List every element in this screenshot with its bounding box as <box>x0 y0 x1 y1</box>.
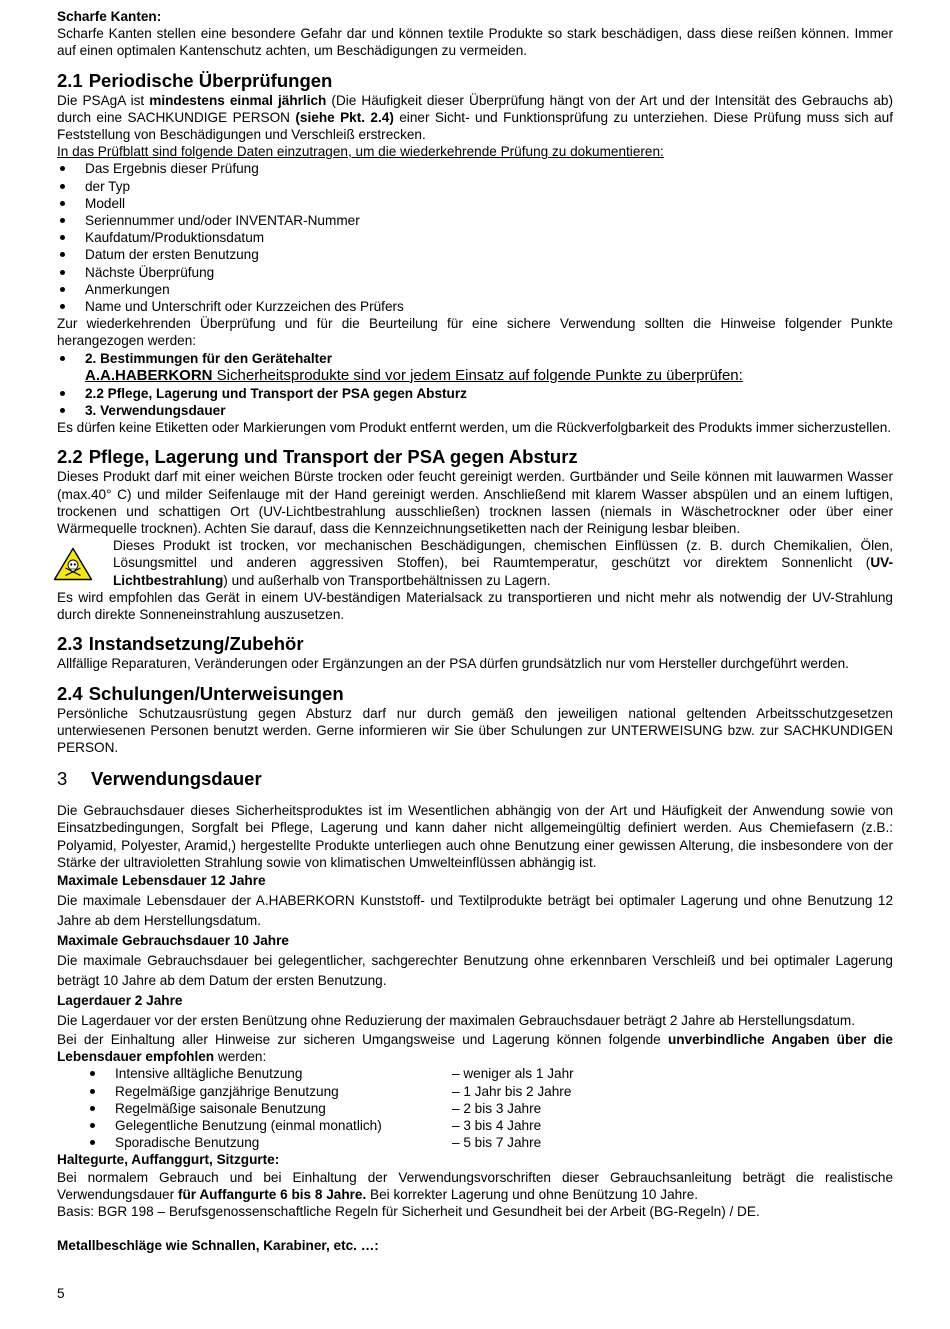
section-2-4-heading: 2.4 Schulungen/Unterweisungen <box>57 682 344 704</box>
list-item: Modell <box>57 195 893 212</box>
list-item: Seriennummer und/oder INVENTAR-Nummer <box>57 212 893 229</box>
list-item: Anmerkungen <box>57 281 893 298</box>
section-2-1-heading: 2.1 Periodische Überprüfungen <box>57 69 333 91</box>
list-item: 2. Bestimmungen für den Gerätehalter <box>57 350 893 367</box>
list-item: Regelmäßige saisonale Benutzung – 2 bis 3 Jahre <box>87 1100 893 1117</box>
storage-duration-heading: Lagerdauer 2 Jahre <box>57 992 183 1008</box>
storage-duration-text: Die Lagerdauer vor der ersten Benützung ohne Reduzierung der maximalen Gebrauchsdauer beträgt 2 Jahre ab Herstellungsdatum. <box>57 1012 855 1028</box>
inspection-data-list <box>57 160 893 315</box>
repairs-text: Allfällige Reparaturen, Veränderungen oder Ergänzungen an der PSA dürfen grundsätzlich nur vom Hersteller durchgeführt werden. <box>57 656 849 672</box>
reference-list <box>57 350 893 420</box>
metal-fittings-heading: Metallbeschläge wie Schnallen, Karabiner, etc. …: <box>57 1238 379 1254</box>
harness-text: Bei normalem Gebrauch und bei Einhaltung der Verwendungsvorschriften dieser Gebrauchsanleitung beträgt die realistische Verwendungsdauer für Auffangurte 6 bis 8 Jahre. Bei korrekter Lagerung und ohne Benützung 10 Jahre. <box>57 1169 893 1202</box>
max-usage-heading: Maximale Gebrauchsdauer 10 Jahre <box>57 932 289 948</box>
storage-warning <box>57 537 893 589</box>
list-item: Intensive alltägliche Benutzung – weniger als 1 Jahr <box>87 1065 893 1082</box>
list-item: Datum der ersten Benutzung <box>57 246 893 263</box>
max-lifetime-text: Die maximale Lebensdauer der A.HABERKORN Kunststoff- und Textilprodukte beträgt bei optimaler Lagerung und ohne Benutzung 12 Jahre ab dem Herstellungsdatum. <box>57 892 893 928</box>
list-item: 2.2 Pflege, Lagerung und Transport der PSA gegen Absturz <box>57 385 893 402</box>
page-number: 5 <box>57 1286 65 1301</box>
max-usage-text: Die maximale Gebrauchsdauer bei gelegentlicher, sachgerechter Benutzung ohne erkennbaren Verschleiß und bei optimaler Lagerung beträgt 10 Jahre ab dem Datum der ersten Benutzung. <box>57 952 893 988</box>
training-text: Persönliche Schutzausrüstung gegen Absturz darf nur durch gemäß den jeweiligen national geltenden Arbeitsschutzgesetzen unterwiesenen Personen benutzt werden. Gerne informieren wir Sie über Schulungen zur UNTERWEISUNG bzw. zur SACHKUNDIGEN PERSON. <box>57 705 893 755</box>
sharp-edges-heading: Scharfe Kanten: <box>57 9 162 24</box>
lifetime-list <box>87 1065 893 1151</box>
section-2-2-heading: 2.2 Pflege, Lagerung und Transport der PSA gegen Absturz <box>57 446 578 468</box>
basis-text: Basis: BGR 198 – Berufsgenossenschaftliche Regeln für Sicherheit und Gesundheit bei der Arbeit (BG-Regeln) / DE. <box>57 1203 760 1219</box>
haberkorn-check-line: A.A.HABERKORN Sicherheitsprodukte sind vor jedem Einsatz auf folgende Punkte zu überprüfen: <box>85 366 743 384</box>
max-lifetime-heading: Maximale Lebensdauer 12 Jahre <box>57 872 266 888</box>
section-2-3-heading: 2.3 Instandsetzung/Zubehör <box>57 633 304 655</box>
list-item: 3. Verwendungsdauer <box>57 402 893 419</box>
sharp-edges-text: Scharfe Kanten stellen eine besondere Gefahr dar und können textile Produkte so stark beschädigen, dass diese reißen können. Immer auf einen optimalen Kantenschutz achten, um Beschädigungen zu vermeiden. <box>57 26 893 59</box>
list-item: Sporadische Benutzung – 5 bis 7 Jahre <box>87 1134 893 1151</box>
list-item: der Typ <box>57 178 893 195</box>
list-item: Das Ergebnis dieser Prüfung <box>57 160 893 177</box>
section-2-1-intro: Die PSAgA ist mindestens einmal jährlich (Die Häufigkeit dieser Überprüfung hängt von der Art und der Intensität des Gebrauchs ab) durch eine SACHKUNDIGE PERSON (siehe Pkt. 2.4) einer Sicht- und Funktionsprüfung zu unterziehen. Diese Prüfung muss sich auf Feststellung von Beschädigungen und Verschleiß erstrecken. <box>57 92 893 143</box>
inspection-data-instruction: In das Prüfblatt sind folgende Daten einzutragen, um die wiederkehrende Prüfung zu dokumentieren: <box>57 144 664 160</box>
labels-note: Es dürfen keine Etiketten oder Markierungen vom Produkt entfernt werden, um die Rückverfolgbarkeit des Produkts immer sicherzustellen. <box>57 420 892 436</box>
list-item: Regelmäßige ganzjährige Benutzung – 1 Jahr bis 2 Jahre <box>87 1083 893 1100</box>
warning-triangle-skull-icon <box>53 547 93 581</box>
storage-warning-text: Dieses Produkt ist trocken, vor mechanischen Beschädigungen, chemischen Einflüssen (z. B. durch Chemikalien, Ölen, Lösungsmittel und anderen aggressiven Stoffen), bei Raumtemperatur, geschützt vor direktem Sonnenlicht (UV-Lichtbestrahlung) und außerhalb von Transportbehältnissen zu Lagern. <box>113 538 893 588</box>
service-life-intro: Die Gebrauchsdauer dieses Sicherheitsproduktes ist im Wesentlichen abhängig von der Art und Häufigkeit der Anwendung sowie von Einsatzbedingungen, Sorgfalt bei Pflege, Lagerung und kann daher nicht allgemeingültig definiert werden. Aus Chemiefasern (z.B.: Polyamid, Polyester, Aramid,) hergestellte Produkte unterliegen auch ohne Benutzung einer gewissen Alterung, die insbesondere von der Stärke der ultravioletten Strahlung sowie von klimatischen Umwelteinflüssen abhängig ist. <box>57 803 893 870</box>
harness-heading: Haltegurte, Auffanggurt, Sitzgurte: <box>57 1152 280 1168</box>
document-page <box>57 8 893 1254</box>
list-item: Name und Unterschrift oder Kurzzeichen des Prüfers <box>57 298 893 315</box>
cleaning-text: Dieses Produkt darf mit einer weichen Bürste trocken oder feucht gereinigt werden. Gurtbänder und Seile können mit lauwarmen Wasser (max.40° C) und milder Seifenlauge mit der Hand gereinigt werden. Anschließend mit klarem Wasser abspülen und an einem luftigen, trockenen und schattigen Ort (UV-Lichtbestrahlung ausschließen) trocknen lassen (niemals in Wäschetrockner oder über einer Wärmequelle trocknen). Achten Sie darauf, dass die Kennzeichnungsetiketten nach der Reinigung lesbar bleiben. <box>57 469 893 537</box>
section-3-heading: 3 Verwendungsdauer <box>57 768 262 790</box>
transport-text: Es wird empfohlen das Gerät in einem UV-beständigen Materialsack zu transportieren und nicht mehr als notwendig der UV-Strahlung durch direkte Sonneneinstrahlung auszusetzen. <box>57 589 893 623</box>
list-item: Nächste Überprüfung <box>57 264 893 281</box>
list-item: Gelegentliche Benutzung (einmal monatlich) – 3 bis 4 Jahre <box>87 1117 893 1134</box>
section-2-1-reference-intro: Zur wiederkehrenden Überprüfung und für die Beurteilung für eine sichere Verwendung sollten die Hinweise folgender Punkte herangezogen werden: <box>57 316 893 349</box>
recommendation-text: Bei der Einhaltung aller Hinweise zur sicheren Umgangsweise und Lagerung können folgende unverbindliche Angaben über die Lebensdauer empfohlen werden: <box>57 1031 893 1065</box>
list-item: Kaufdatum/Produktionsdatum <box>57 229 893 246</box>
